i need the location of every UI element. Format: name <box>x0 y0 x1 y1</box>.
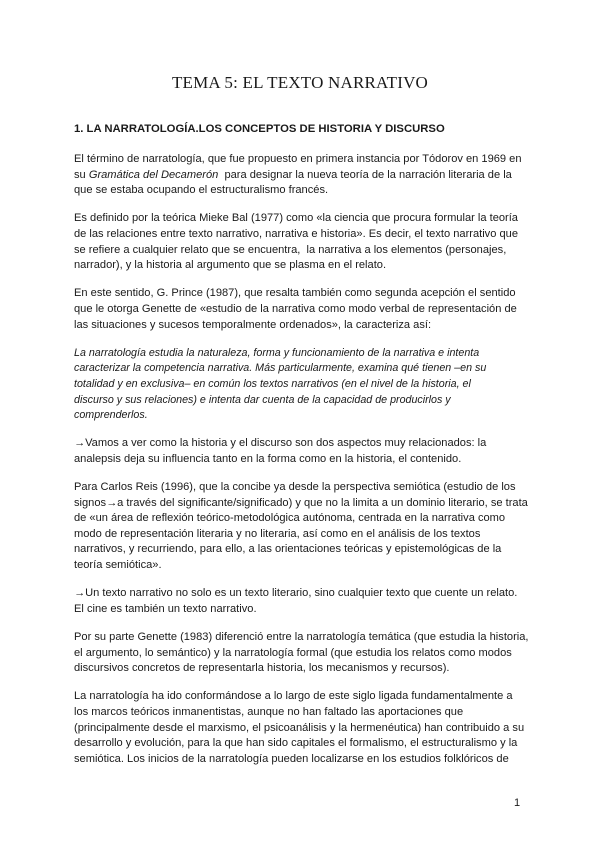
text-line: Para Carlos Reis (1996), que la concibe ya desde la perspectiva semiótica (estudio de los <box>74 481 516 494</box>
text-line: La narratología ha ido conformándose a lo largo de este siglo ligada fundamentalmente a <box>74 690 513 703</box>
quote-line: La narratología estudia la naturaleza, forma y funcionamiento de la narrativa e intenta <box>74 346 480 359</box>
text-line: narrativos, y recurriendo, para ello, a las orientaciones teóricas y epistemológicas de la <box>74 543 502 556</box>
text-line: analepsis deja su influencia tanto en la forma como en la historia, el contenido. <box>74 452 462 465</box>
text-line: teoría semiótica». <box>74 559 162 572</box>
text-line: los marcos teóricos inmanentistas, aunque no han faltado las aportaciones que <box>74 705 464 718</box>
text-line: semiótica. Los inicios de la narratología pueden localizarse en los estudios folklóricos de <box>74 752 509 765</box>
paragraph-6 <box>74 586 530 617</box>
text-line: El cine es también un texto narrativo. <box>74 602 257 615</box>
text-line: Es definido por la teórica Mieke Bal (1977) como «la ciencia que procura formular la teoría <box>74 212 518 225</box>
page-number: 1 <box>514 797 521 809</box>
document-body <box>74 152 530 780</box>
text-line: de «un área de reflexión teórico-metodológica autónoma, centrada en la narrativa como <box>74 512 506 525</box>
quote-line: totalidad y en exclusiva– en común los textos narrativos (en el nivel de la historia, el <box>74 377 471 390</box>
text-line: El término de narratología, que fue propuesto en primera instancia por Tódorov en 1969 en <box>74 153 522 165</box>
paragraph-4 <box>74 436 530 467</box>
block-quote <box>74 346 530 424</box>
text-line: de las relaciones entre texto narrativo, narrativa e historia». Es decir, el texto narrativo que <box>74 227 518 240</box>
text-line: discursivos concretos de representarla historia, los mecanismos y recursos). <box>74 662 450 675</box>
text-line: (principalmente desde el marxismo, el psicoanálisis y la hermenéutica) han contribuido a su <box>74 721 525 734</box>
quote-line: caracterizar la competencia narrativa. Más particularmente, examina qué tienen –en su <box>74 362 487 375</box>
text-line: narrador), y la historia al argumento que se plasma en el relato. <box>74 259 387 272</box>
text-line: modo de representación literaria y no literaria, así como en el análisis de los textos <box>74 527 481 540</box>
text-line: el argumento, lo semántico) y la narratología formal (que estudia los relatos como modos <box>74 646 512 659</box>
paragraph-2 <box>74 211 530 273</box>
text-line: se refiere a cualquier relato que se encuentra, la narrativa a los elementos (personajes, <box>74 243 507 256</box>
text-line: →Un texto narrativo no solo es un texto literario, sino cualquier texto que cuente un relato. <box>74 587 518 600</box>
paragraph-5 <box>74 480 530 574</box>
text-line: que le otorga Genette de «estudio de la narrativa como modo verbal de representación de <box>74 302 517 315</box>
text-line: Por su parte Genette (1983) diferenció entre la narratología temática (que estudia la historia, <box>74 631 529 643</box>
section-heading: 1. LA NARRATOLOGÍA.LOS CONCEPTOS DE HISTORIA Y DISCURSO <box>74 123 445 135</box>
paragraph-8 <box>74 689 530 767</box>
quote-line: comprenderlos. <box>74 409 148 422</box>
text-line: desarrollo y evolución, para la que han sido capitales el formalismo, el estructuralismo y la <box>74 737 518 750</box>
text-line: que se estaba ocupando el estructuralismo francés. <box>74 184 329 197</box>
document-title: TEMA 5: EL TEXTO NARRATIVO <box>171 73 429 92</box>
text-line: En este sentido, G. Prince (1987), que resalta también como segunda acepción el sentido <box>74 287 516 300</box>
text-line: signos→a través del significante/significado) y que no la limita a un dominio literario, se trata <box>74 496 528 509</box>
quote-line: discurso y sus relaciones) e intenta dar cuenta de la capacidad de producirlos y <box>74 393 451 406</box>
text-line: las situaciones y sucesos temporalmente ordenados», la caracteriza así: <box>74 318 432 331</box>
text-line <box>74 168 530 184</box>
paragraph-3 <box>74 286 530 333</box>
paragraph-1 <box>74 152 530 199</box>
text-span: para designar la nueva teoría de la narración literaria de la <box>218 168 512 181</box>
text-span: su <box>74 168 89 181</box>
paragraph-7 <box>74 630 530 677</box>
book-title-italic: Gramática del Decamerón <box>88 168 219 181</box>
text-line: →Vamos a ver como la historia y el discurso son dos aspectos muy relacionados: la <box>74 437 487 450</box>
